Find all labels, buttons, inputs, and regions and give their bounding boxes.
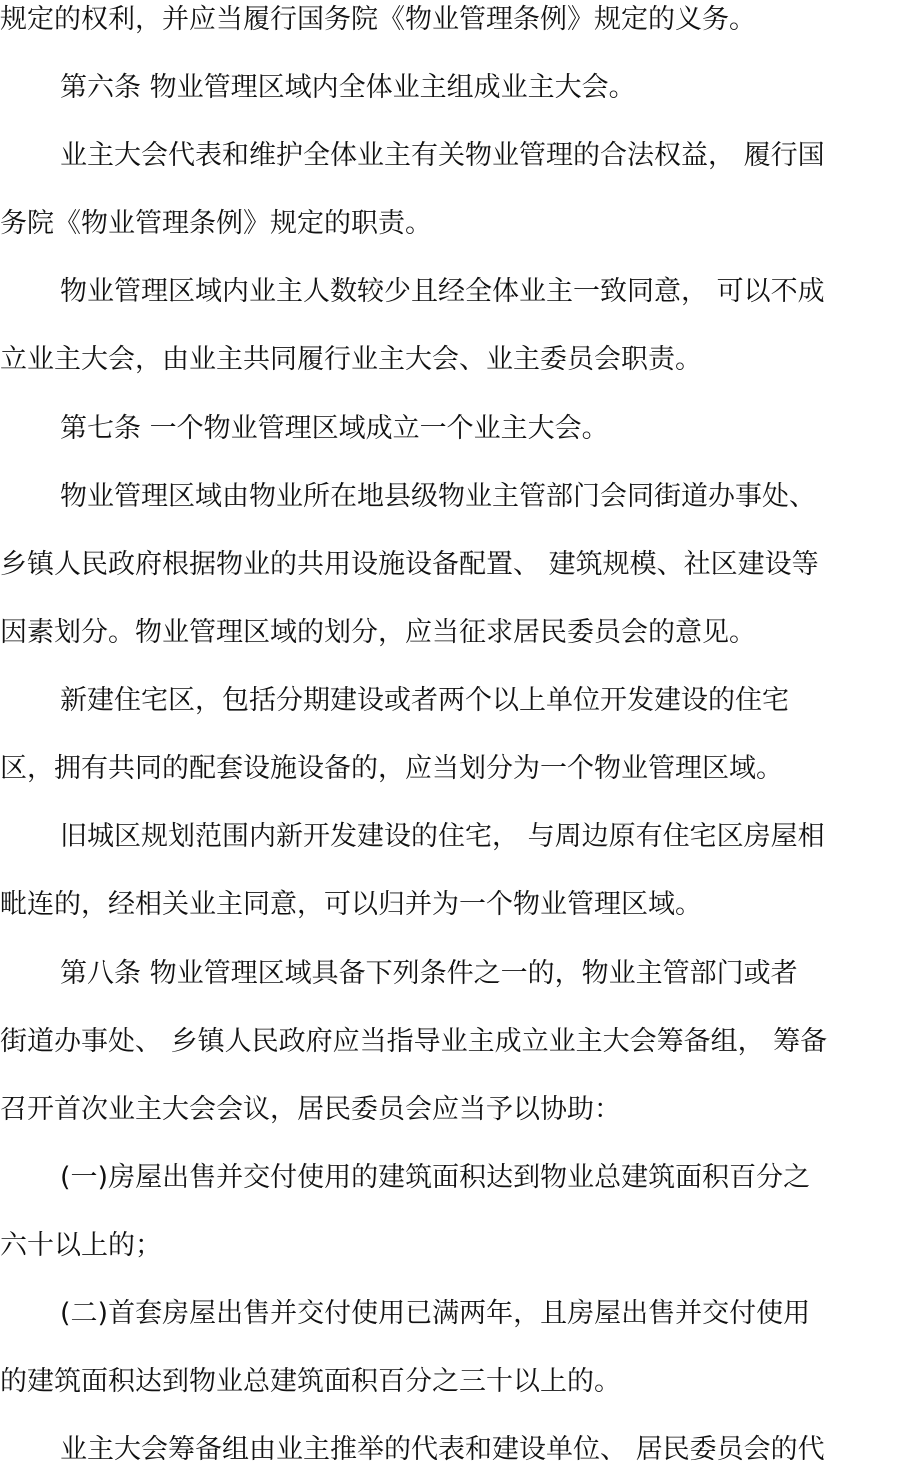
text-line: 毗连的，经相关业主同意，可以归并为一个物业管理区域。 xyxy=(0,889,702,920)
text-line: 业主大会代表和维护全体业主有关物业管理的合法权益， 履行国 xyxy=(60,140,825,171)
text-line: 务院《物业管理条例》规定的职责。 xyxy=(0,208,432,239)
text-line: 街道办事处、 乡镇人民政府应当指导业主成立业主大会筹备组， 筹备 xyxy=(0,1026,828,1057)
text-line: 区，拥有共同的配套设施设备的，应当划分为一个物业管理区域。 xyxy=(0,753,783,784)
text-line: 物业管理区域由物业所在地县级物业主管部门会同街道办事处、 xyxy=(60,481,816,512)
list-item-1: (一)房屋出售并交付使用的建筑面积达到物业总建筑面积百分之 xyxy=(60,1162,811,1193)
article-7-heading: 第七条 一个物业管理区域成立一个业主大会。 xyxy=(60,413,609,444)
text-line: 六十以上的； xyxy=(0,1230,162,1261)
text-line: 因素划分。物业管理区域的划分，应当征求居民委员会的意见。 xyxy=(0,617,756,648)
text-line: 召开首次业主大会会议，居民委员会应当予以协助： xyxy=(0,1094,621,1125)
article-6-heading: 第六条 物业管理区域内全体业主组成业主大会。 xyxy=(60,72,636,103)
text-line: 乡镇人民政府根据物业的共用设施设备配置、 建筑规模、社区建设等 xyxy=(0,549,819,580)
text-line: 新建住宅区，包括分期建设或者两个以上单位开发建设的住宅 xyxy=(60,685,789,716)
text-line: 规定的权利，并应当履行国务院《物业管理条例》规定的义务。 xyxy=(0,4,756,35)
text-line: 物业管理区域内业主人数较少且经全体业主一致同意， 可以不成 xyxy=(60,276,825,307)
text-line: 的建筑面积达到物业总建筑面积百分之三十以上的。 xyxy=(0,1366,621,1397)
article-8-heading: 第八条 物业管理区域具备下列条件之一的，物业主管部门或者 xyxy=(60,958,798,989)
text-line: 立业主大会，由业主共同履行业主大会、业主委员会职责。 xyxy=(0,344,702,375)
list-item-2: (二)首套房屋出售并交付使用已满两年，且房屋出售并交付使用 xyxy=(60,1298,811,1329)
text-line: 旧城区规划范围内新开发建设的住宅， 与周边原有住宅区房屋相 xyxy=(60,821,825,852)
text-line: 业主大会筹备组由业主推举的代表和建设单位、 居民委员会的代 xyxy=(60,1434,825,1465)
